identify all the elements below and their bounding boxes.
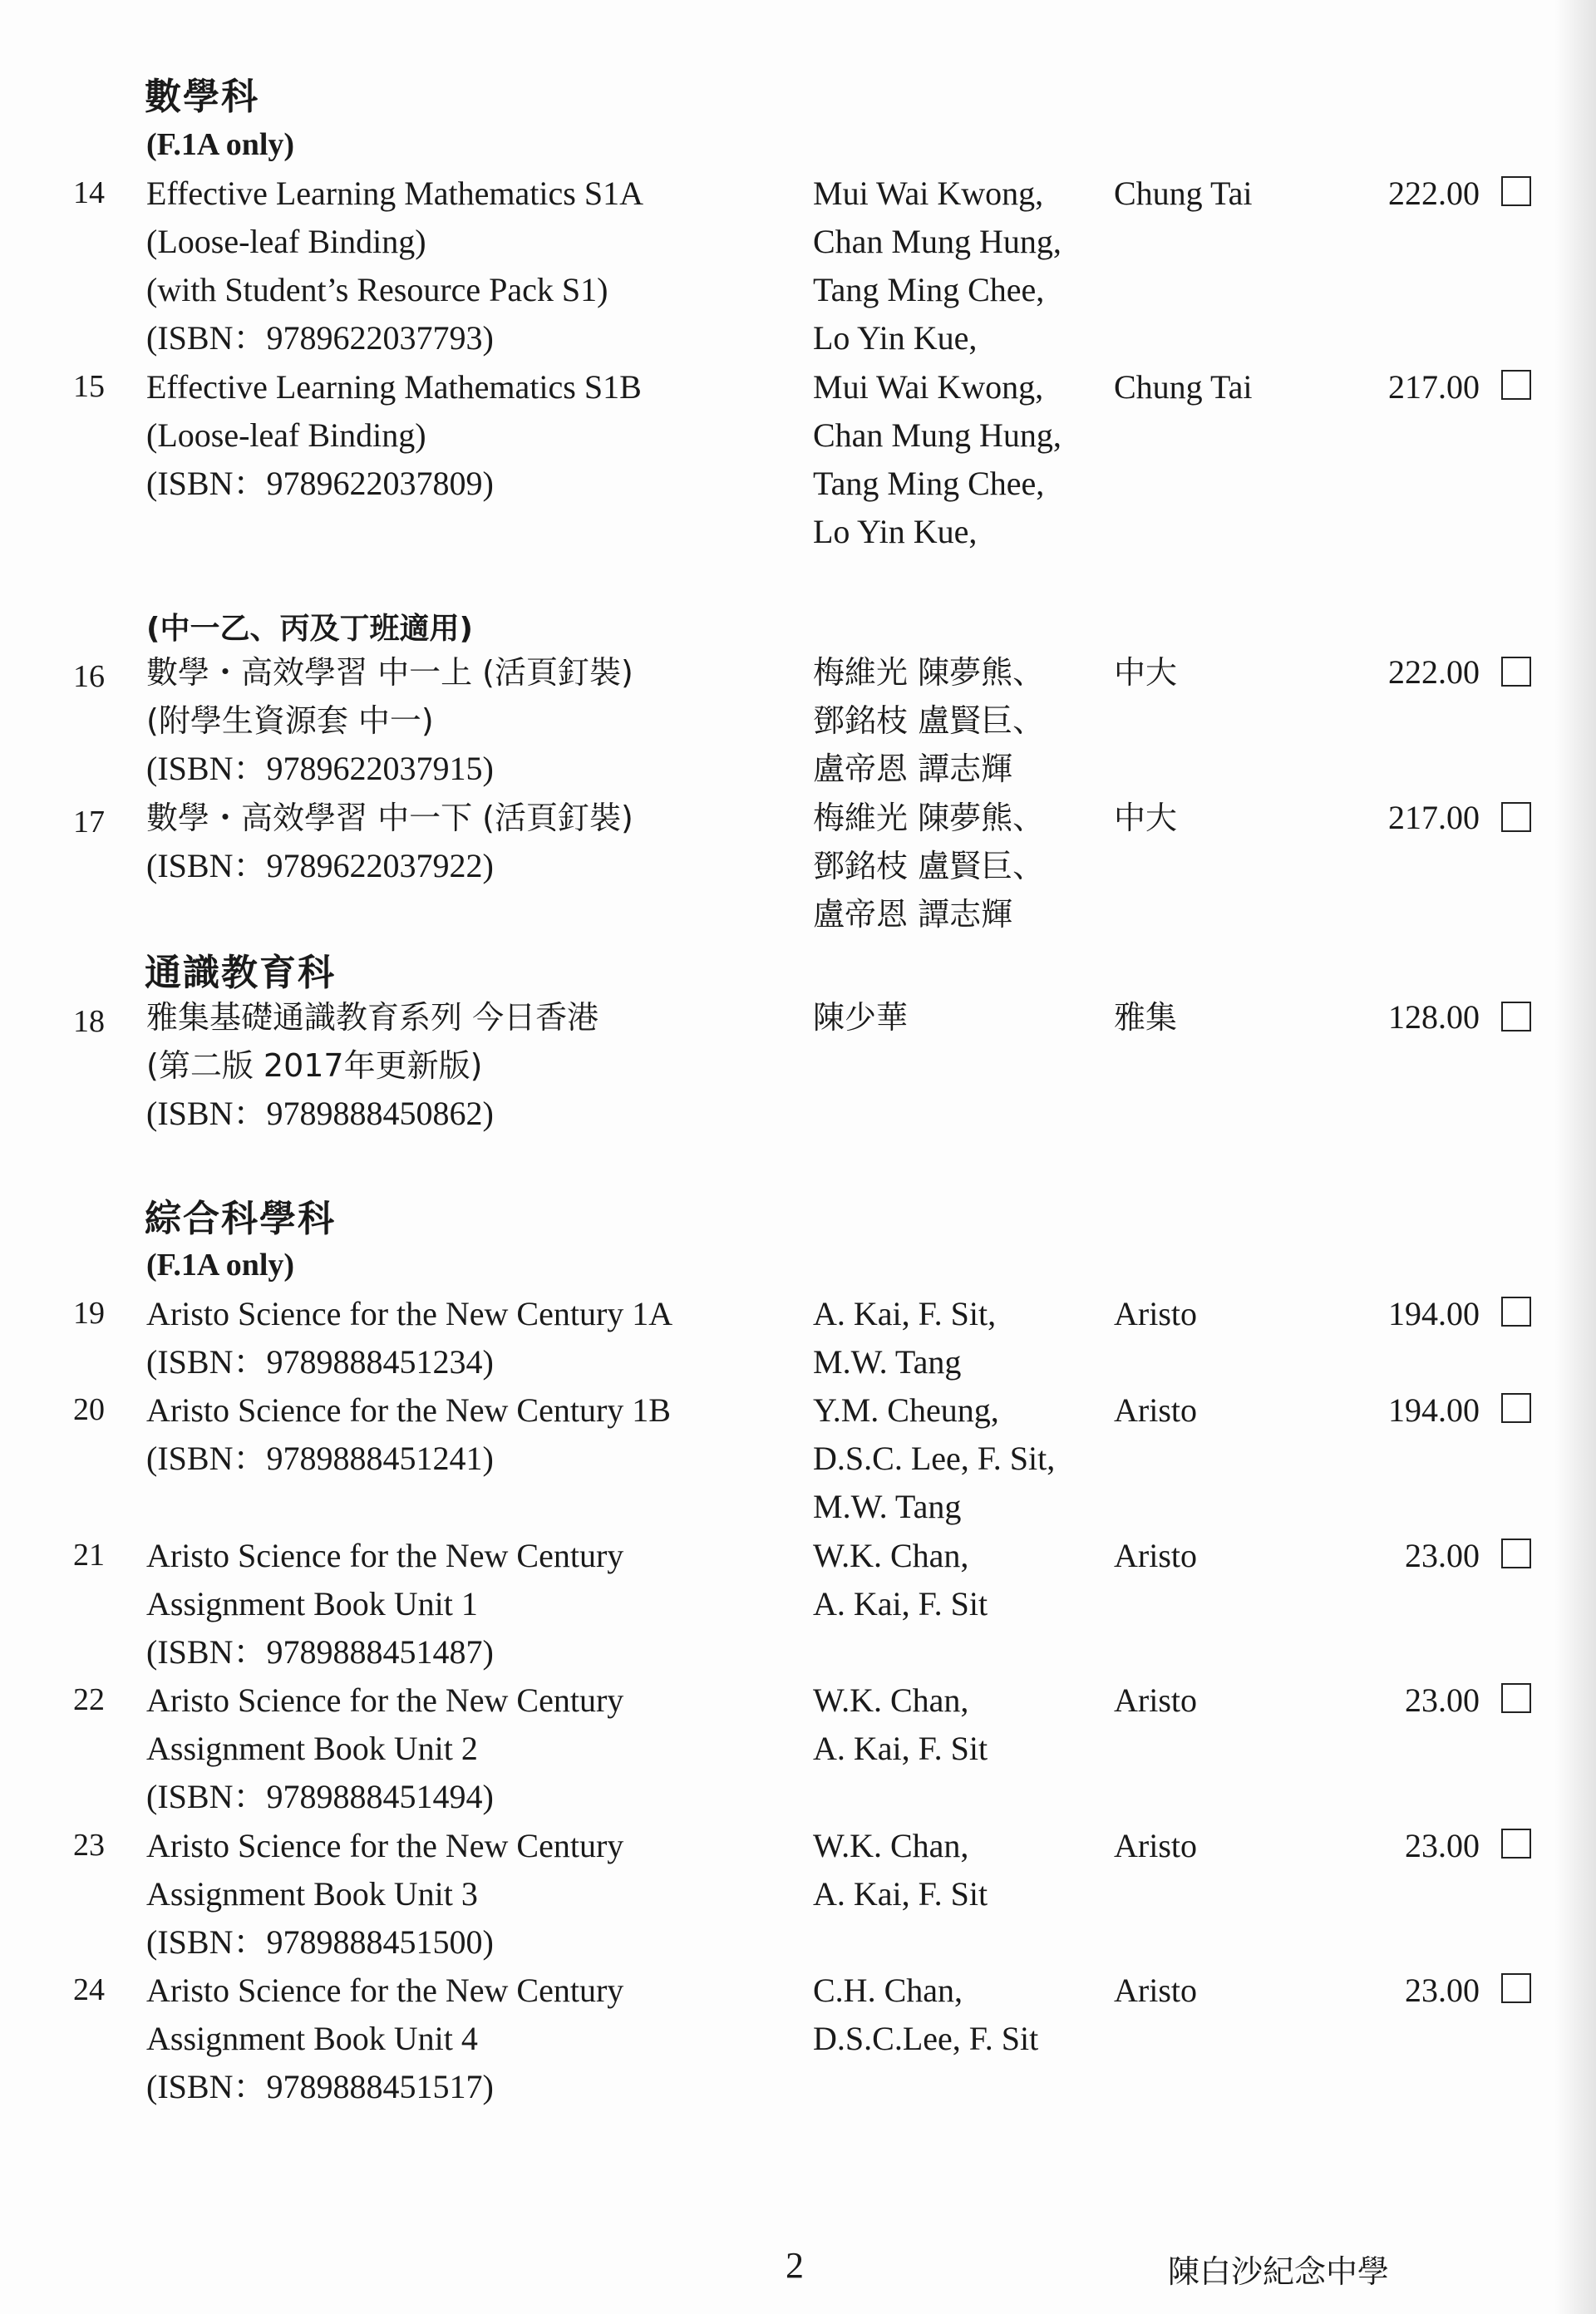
author-line: Tang Ming Chee, — [813, 271, 1045, 308]
author-line: Tang Ming Chee, — [813, 465, 1045, 502]
title-line: 數學・高效學習 中一上 (活頁釘裝) — [146, 654, 633, 691]
author-line: C.H. Chan, — [813, 1972, 963, 2009]
title-line: (ISBN：9789622037915) — [146, 750, 494, 787]
book-publisher: 中大 — [1114, 800, 1178, 836]
author-line: A. Kai, F. Sit, — [813, 1295, 997, 1332]
book-authors — [813, 170, 1112, 362]
item-number: 15 — [73, 369, 105, 404]
order-checkbox[interactable] — [1501, 1539, 1531, 1568]
book-price: 217.00 — [1388, 799, 1480, 836]
title-line: (with Student’s Resource Pack S1) — [146, 271, 608, 308]
item-number: 14 — [73, 175, 105, 210]
book-publisher: 中大 — [1114, 654, 1178, 691]
book-publisher: Aristo — [1114, 1295, 1197, 1332]
book-authors — [813, 1290, 1112, 1386]
title-line: Aristo Science for the New Century — [146, 1972, 624, 2009]
subtitle-f1a-only: (F.1A only) — [146, 1248, 295, 1283]
book-title — [146, 1532, 803, 1676]
book-title — [146, 363, 803, 508]
author-line: M.W. Tang — [813, 1343, 962, 1381]
title-line: Effective Learning Mathematics S1A — [146, 175, 643, 212]
item-number: 17 — [73, 805, 105, 839]
author-line: Chan Mung Hung, — [813, 416, 1062, 454]
item-number: 20 — [73, 1392, 105, 1427]
author-line: D.S.C. Lee, F. Sit, — [813, 1440, 1056, 1477]
book-publisher: Aristo — [1114, 1972, 1197, 2009]
order-checkbox[interactable] — [1501, 370, 1531, 400]
author-line: A. Kai, F. Sit — [813, 1730, 988, 1767]
book-price: 222.00 — [1388, 653, 1480, 691]
book-authors — [813, 363, 1112, 556]
author-line: Y.M. Cheung, — [813, 1391, 999, 1429]
section-title-math: 數學科 — [145, 76, 259, 118]
author-line: 盧帝恩 譚志輝 — [813, 896, 1013, 933]
author-line: 鄧銘枝 盧賢巨、 — [813, 848, 1045, 884]
title-line: Assignment Book Unit 2 — [146, 1730, 478, 1767]
title-line: (ISBN：9789622037809) — [146, 465, 494, 502]
title-line: (ISBN：9789888451241) — [146, 1440, 494, 1477]
title-line: (第二版 2017年更新版) — [146, 1047, 483, 1084]
order-checkbox[interactable] — [1501, 1002, 1531, 1031]
item-number: 21 — [73, 1538, 105, 1573]
book-authors — [813, 648, 1112, 793]
author-line: W.K. Chan, — [813, 1681, 969, 1719]
author-line: A. Kai, F. Sit — [813, 1875, 988, 1913]
item-number: 24 — [73, 1972, 105, 2007]
order-checkbox[interactable] — [1501, 1393, 1531, 1423]
book-price: 23.00 — [1405, 1537, 1480, 1574]
book-title — [146, 1967, 803, 2111]
title-line: Aristo Science for the New Century 1A — [146, 1295, 673, 1332]
book-title — [146, 170, 803, 362]
item-number: 23 — [73, 1828, 105, 1863]
item-number: 18 — [73, 1004, 105, 1039]
author-line: Lo Yin Kue, — [813, 319, 978, 357]
author-line: Mui Wai Kwong, — [813, 175, 1044, 212]
book-publisher: Aristo — [1114, 1827, 1197, 1864]
book-title — [146, 1386, 803, 1483]
title-line: (ISBN：9789888451517) — [146, 2068, 494, 2105]
title-line: (ISBN：9789888451234) — [146, 1343, 494, 1381]
title-line: (ISBN：9789622037793) — [146, 319, 494, 357]
order-checkbox[interactable] — [1501, 1973, 1531, 2003]
book-title — [146, 1676, 803, 1821]
title-line: Assignment Book Unit 3 — [146, 1875, 478, 1913]
book-publisher: Chung Tai — [1114, 175, 1253, 212]
title-line: Aristo Science for the New Century — [146, 1827, 624, 1864]
book-authors — [813, 1822, 1112, 1918]
title-line: (Loose-leaf Binding) — [146, 416, 426, 454]
school-name: 陳白沙紀念中學 — [1168, 2253, 1390, 2290]
author-line: W.K. Chan, — [813, 1827, 969, 1864]
title-line: Aristo Science for the New Century — [146, 1537, 624, 1574]
author-line: D.S.C.Lee, F. Sit — [813, 2020, 1039, 2057]
order-checkbox[interactable] — [1501, 1683, 1531, 1713]
subtitle-f1a-only: (F.1A only) — [146, 127, 295, 162]
title-line: (ISBN：9789622037922) — [146, 847, 494, 884]
title-line: Effective Learning Mathematics S1B — [146, 368, 642, 406]
book-price: 23.00 — [1405, 1681, 1480, 1719]
book-publisher: 雅集 — [1114, 999, 1178, 1036]
order-checkbox[interactable] — [1501, 1297, 1531, 1327]
book-publisher: Aristo — [1114, 1681, 1197, 1719]
book-price: 217.00 — [1388, 368, 1480, 406]
item-number: 22 — [73, 1682, 105, 1717]
order-checkbox[interactable] — [1501, 802, 1531, 832]
book-title — [146, 794, 803, 890]
book-authors — [813, 794, 1112, 938]
title-line: 數學・高效學習 中一下 (活頁釘裝) — [146, 800, 633, 836]
author-line: Lo Yin Kue, — [813, 513, 978, 550]
item-number: 16 — [73, 659, 105, 694]
page-edge-shadow — [1554, 0, 1596, 2314]
order-checkbox[interactable] — [1501, 176, 1531, 206]
title-line: Aristo Science for the New Century — [146, 1681, 624, 1719]
author-line: W.K. Chan, — [813, 1537, 969, 1574]
book-authors — [813, 993, 1112, 1041]
book-price: 128.00 — [1388, 998, 1480, 1036]
book-authors — [813, 1532, 1112, 1628]
title-line: 雅集基礎通識教育系列 今日香港 — [146, 999, 599, 1036]
author-line: M.W. Tang — [813, 1488, 962, 1525]
book-price: 194.00 — [1388, 1391, 1480, 1429]
book-price: 222.00 — [1388, 175, 1480, 212]
title-line: Assignment Book Unit 1 — [146, 1585, 478, 1622]
section-title-integrated-science: 綜合科學科 — [145, 1198, 336, 1240]
author-line: Chan Mung Hung, — [813, 223, 1062, 260]
author-line: 盧帝恩 譚志輝 — [813, 751, 1013, 787]
author-line: 梅維光 陳夢熊、 — [813, 654, 1045, 691]
book-publisher: Aristo — [1114, 1537, 1197, 1574]
book-title — [146, 993, 803, 1138]
book-title — [146, 648, 803, 793]
author-line: A. Kai, F. Sit — [813, 1585, 988, 1622]
title-line: Assignment Book Unit 4 — [146, 2020, 478, 2057]
page-number: 2 — [786, 2245, 804, 2286]
title-line: (Loose-leaf Binding) — [146, 223, 426, 260]
author-line: Mui Wai Kwong, — [813, 368, 1044, 406]
order-checkbox[interactable] — [1501, 657, 1531, 687]
book-title — [146, 1290, 803, 1386]
book-authors — [813, 1676, 1112, 1773]
title-line: (ISBN：9789888451500) — [146, 1923, 494, 1961]
title-line: (附學生資源套 中一) — [146, 702, 434, 739]
book-authors — [813, 1386, 1112, 1531]
book-title — [146, 1822, 803, 1967]
book-authors — [813, 1967, 1112, 2063]
order-checkbox[interactable] — [1501, 1829, 1531, 1859]
subtitle-classes-bcd: (中一乙、丙及丁班適用) — [146, 612, 473, 646]
item-number: 19 — [73, 1296, 105, 1331]
author-line: 梅維光 陳夢熊、 — [813, 800, 1045, 836]
title-line: (ISBN：9789888451487) — [146, 1633, 494, 1671]
title-line: (ISBN：9789888450862) — [146, 1095, 494, 1132]
book-price: 23.00 — [1405, 1827, 1480, 1864]
book-price: 23.00 — [1405, 1972, 1480, 2009]
author-line: 陳少華 — [813, 999, 909, 1036]
book-price: 194.00 — [1388, 1295, 1480, 1332]
author-line: 鄧銘枝 盧賢巨、 — [813, 702, 1045, 739]
book-publisher: Aristo — [1114, 1391, 1197, 1429]
section-title-liberal-studies: 通識教育科 — [145, 952, 336, 994]
title-line: (ISBN：9789888451494) — [146, 1778, 494, 1815]
book-publisher: Chung Tai — [1114, 368, 1253, 406]
title-line: Aristo Science for the New Century 1B — [146, 1391, 671, 1429]
